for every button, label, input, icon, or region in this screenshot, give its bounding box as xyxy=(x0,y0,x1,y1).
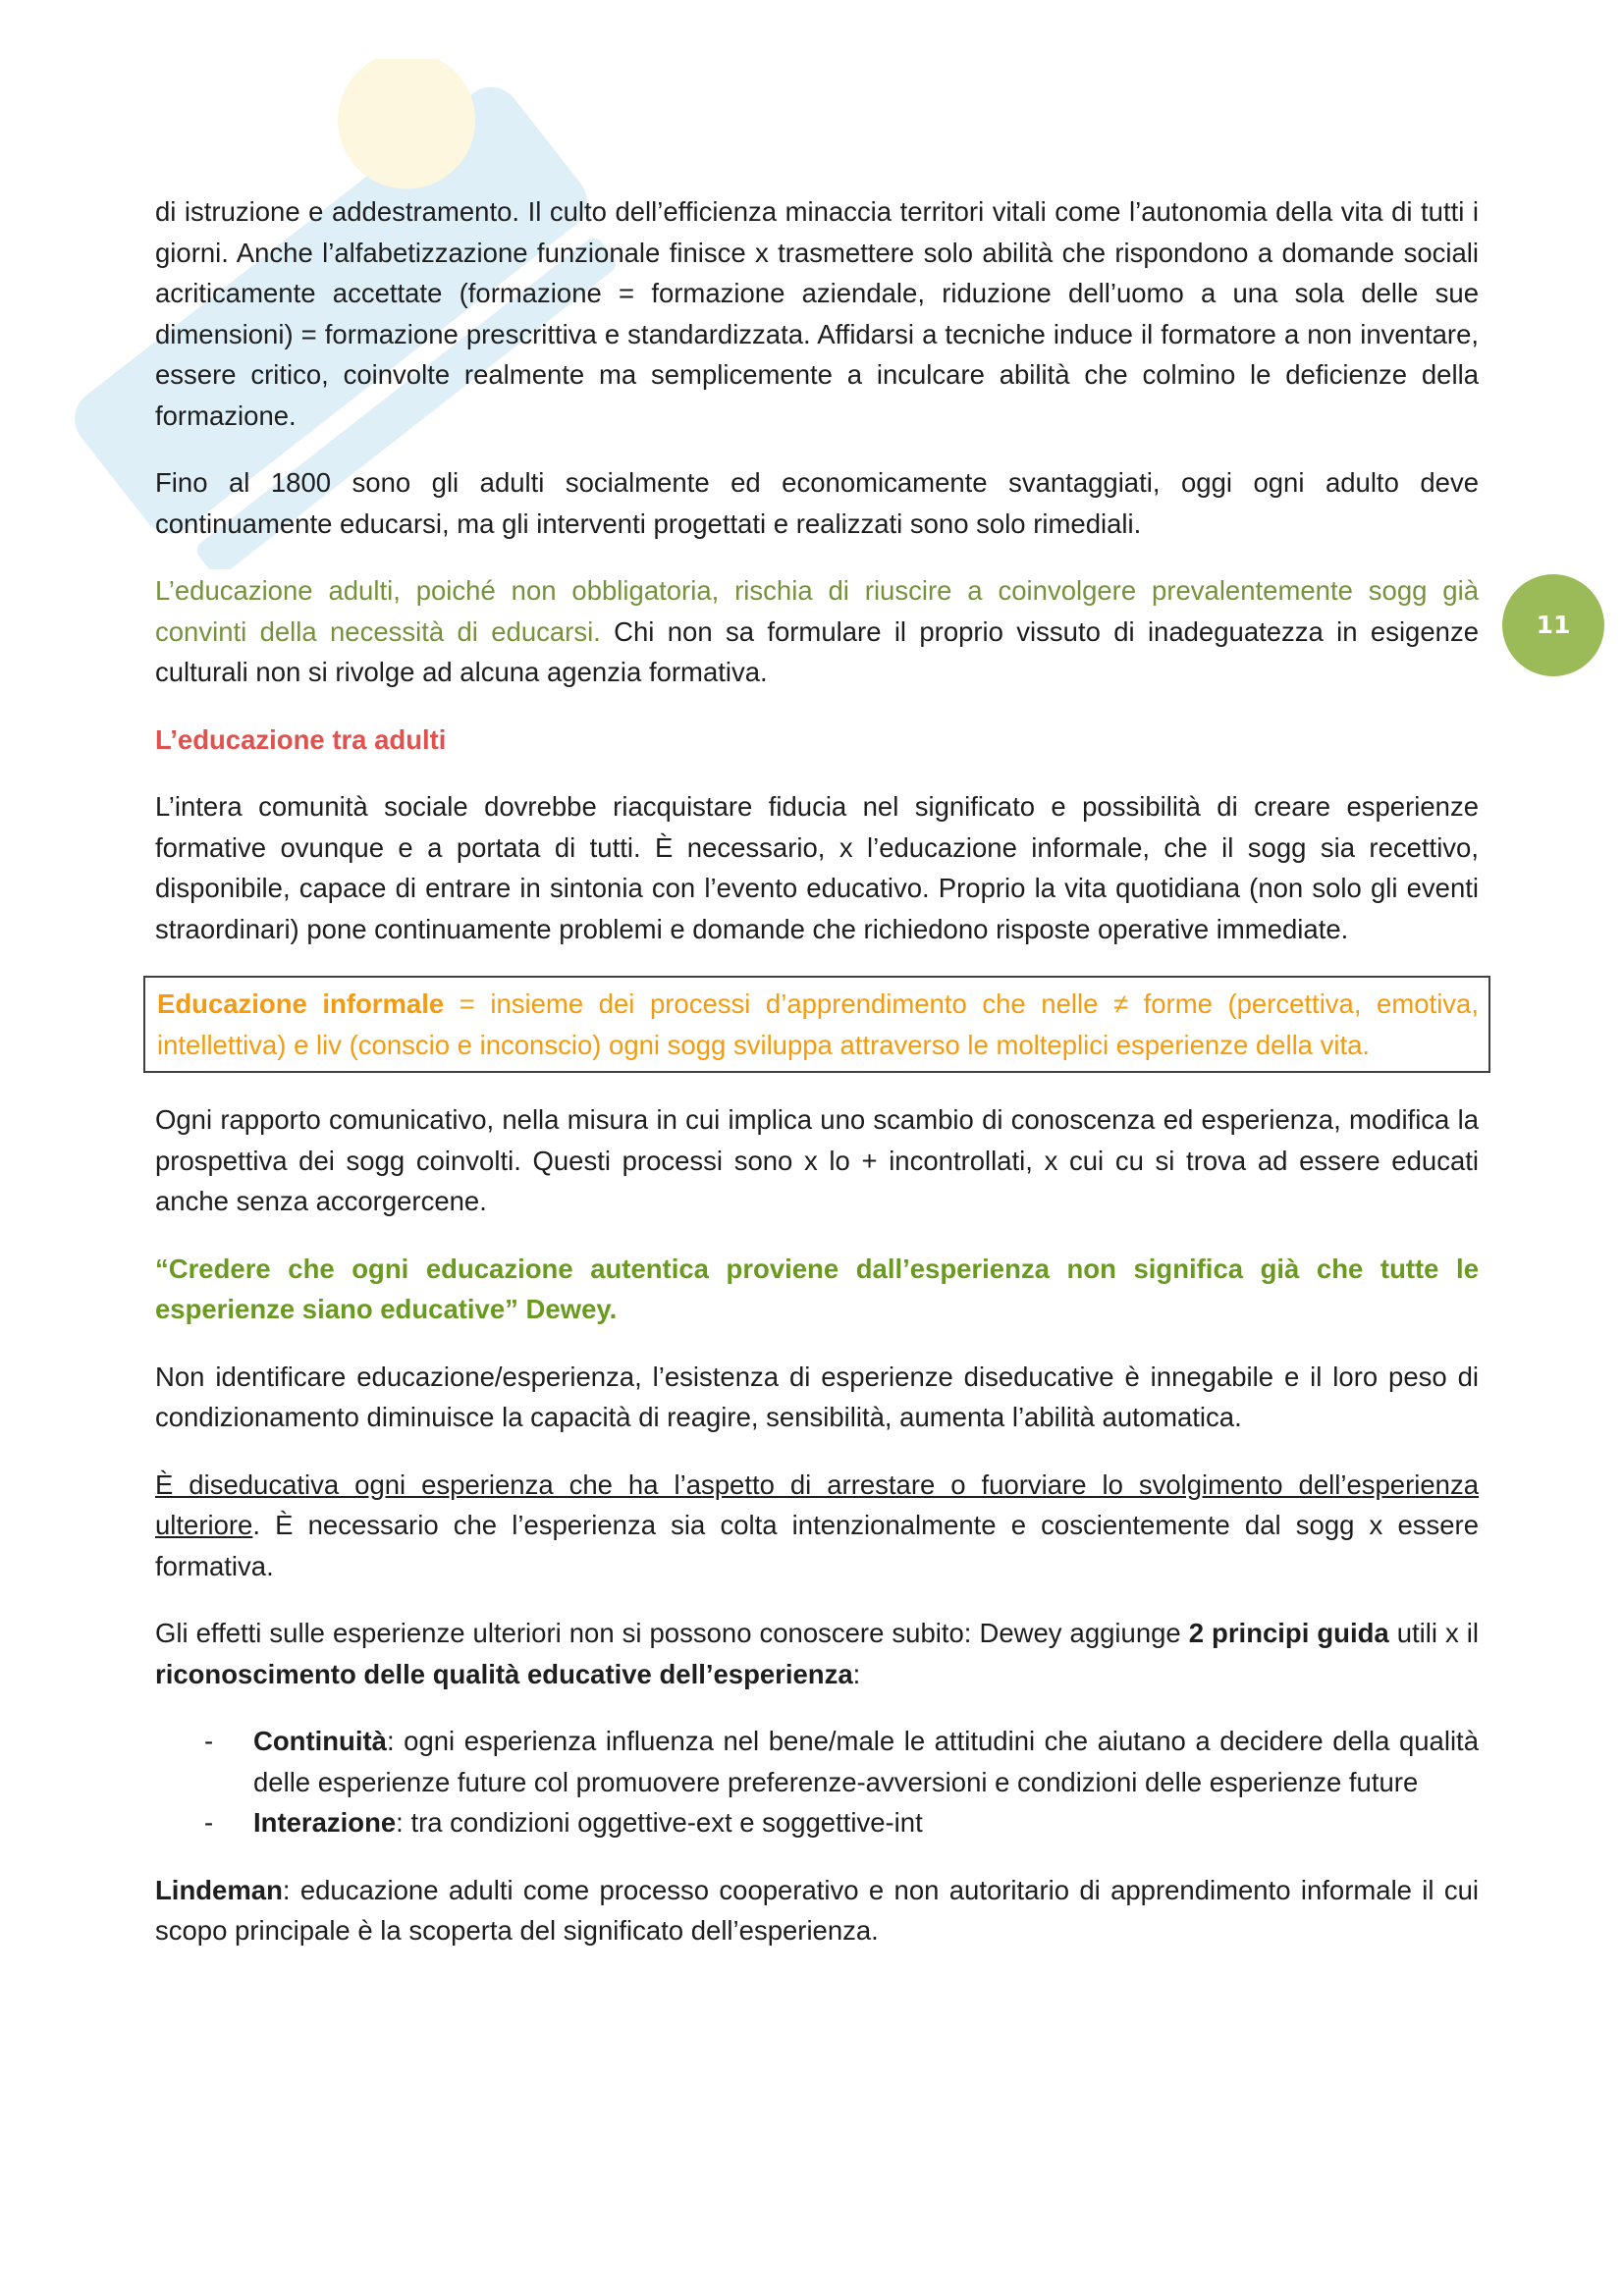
underlined-statement: È diseducativa ogni esperienza che ha l’aspetto di arrestare o fuorviare lo svolgimento dell’esperienza ulteriore xyxy=(155,1468,1479,1540)
section-heading: L’educazione tra adulti xyxy=(155,723,447,755)
page-number: 11 xyxy=(1536,611,1571,640)
list-item-text: : tra condizioni oggettive-ext e soggettive-int xyxy=(396,1807,923,1838)
list-item-term: Interazione xyxy=(253,1807,397,1838)
definition-text: = insieme dei processi d’apprendimento che nelle ≠ forme (percettiva, emotiva, intellettiva) e liv (conscio e inconscio) ogni sogg sviluppa attraverso le molteplici esperienze della vita. xyxy=(157,988,1479,1060)
page-number-badge xyxy=(1502,574,1604,676)
paragraph-8-bold-d: riconoscimento delle qualità educative dell’esperienza xyxy=(155,1658,853,1689)
paragraph-4: L’intera comunità sociale dovrebbe riacquistare fiducia nel significato e possibilità di creare esperienze formative ovunque e a portata di tutti. È necessario, x l’educazione informale, che il sogg sia recettivo, disponibile, capace di entrare in sintonia con l’evento educativo. Proprio la vita quotidiana (non solo gli eventi straordinari) pone continuamente problemi e domande che richiedono risposte operative immediate. xyxy=(155,791,1479,944)
paragraph-5: Ogni rapporto comunicativo, nella misura in cui implica uno scambio di conoscenza ed esperienza, modifica la prospettiva dei sogg coinvolti. Questi processi sono x lo + incontrollati, x cui cu si trova ad essere educati anche senza accorgercene. xyxy=(155,1104,1479,1216)
list-dash: - xyxy=(204,1807,214,1838)
list-item-text: : ogni esperienza influenza nel bene/male le attitudini che aiutano a decidere della qualità delle esperienze future col promuovere preferenze-avversioni e condizioni delle esperienze future xyxy=(253,1726,1479,1797)
definition-term: Educazione informale xyxy=(157,988,445,1019)
paragraph-3-rest: Chi non sa formulare il proprio vissuto di inadeguatezza in esigenze culturali non si rivolge ad alcuna agenzia formativa. xyxy=(155,615,1479,687)
lindeman-term: Lindeman xyxy=(155,1874,283,1905)
list-item xyxy=(155,1721,1479,1802)
paragraph-8-bold-b: 2 principi guida xyxy=(1188,1618,1389,1648)
dewey-quote: “Credere che ogni educazione autentica proviene dall’esperienza non significa già che tutte le esperienze siano educative” Dewey. xyxy=(155,1253,1479,1324)
list-item-term: Continuità xyxy=(253,1726,387,1756)
paragraph-6: Non identificare educazione/esperienza, l’esistenza di esperienze diseducative è innegabile e il loro peso di condizionamento diminuisce la capacità di reagire, sensibilità, aumenta l’abilità automatica. xyxy=(155,1361,1479,1432)
paragraph-8 xyxy=(155,1613,1479,1694)
paragraph-9 xyxy=(155,1870,1479,1951)
paragraph-7-rest: . È necessario che l’esperienza sia colta intenzionalmente e coscientemente dal sogg x essere formativa. xyxy=(155,1510,1479,1581)
paragraph-2: Fino al 1800 sono gli adulti socialmente ed economicamente svantaggiati, oggi ogni adulto deve continuamente educarsi, ma gli interventi progettati e realizzati sono solo rimediali. xyxy=(155,467,1479,539)
list-dash: - xyxy=(204,1726,214,1756)
paragraph-8-text-c: utili x il xyxy=(1388,1618,1480,1648)
principles-list xyxy=(155,1721,1479,1843)
paragraph-8-text-e: : xyxy=(852,1658,861,1689)
paragraph-8-text-a: Gli effetti sulle esperienze ulteriori non si possono conoscere subito: Dewey aggiunge xyxy=(155,1618,1189,1648)
list-item xyxy=(155,1802,1479,1843)
paragraph-3 xyxy=(155,570,1479,693)
paragraph-1: di istruzione e addestramento. Il culto dell’efficienza minaccia territori vitali come l’autonomia della vita di tutti i giorni. Anche l’alfabetizzazione funzionale finisce x trasmettere solo abilità che rispondono a domande sociali acriticamente accettate (formazione = formazione aziendale, riduzione dell’uomo a una sola delle sue dimensioni) = formazione prescrittiva e standardizzata. Affidarsi a tecniche induce il formatore a non inventare, essere critico, coinvolte realmente ma semplicemente a inculcare abilità che colmino le deficienze della formazione. xyxy=(155,196,1479,431)
paragraph-7 xyxy=(155,1465,1479,1587)
definition-box xyxy=(143,976,1490,1073)
highlighted-sentence: L’educazione adulti, poiché non obbligatoria, rischia di riuscire a coinvolgere prevalentemente sogg già convinti della necessità di educarsi. xyxy=(155,575,1479,647)
document-body xyxy=(155,191,1479,1978)
lindeman-text: : educazione adulti come processo cooperativo e non autoritario di apprendimento informale il cui scopo principale è la scoperta del significato dell’esperienza. xyxy=(155,1874,1479,1946)
